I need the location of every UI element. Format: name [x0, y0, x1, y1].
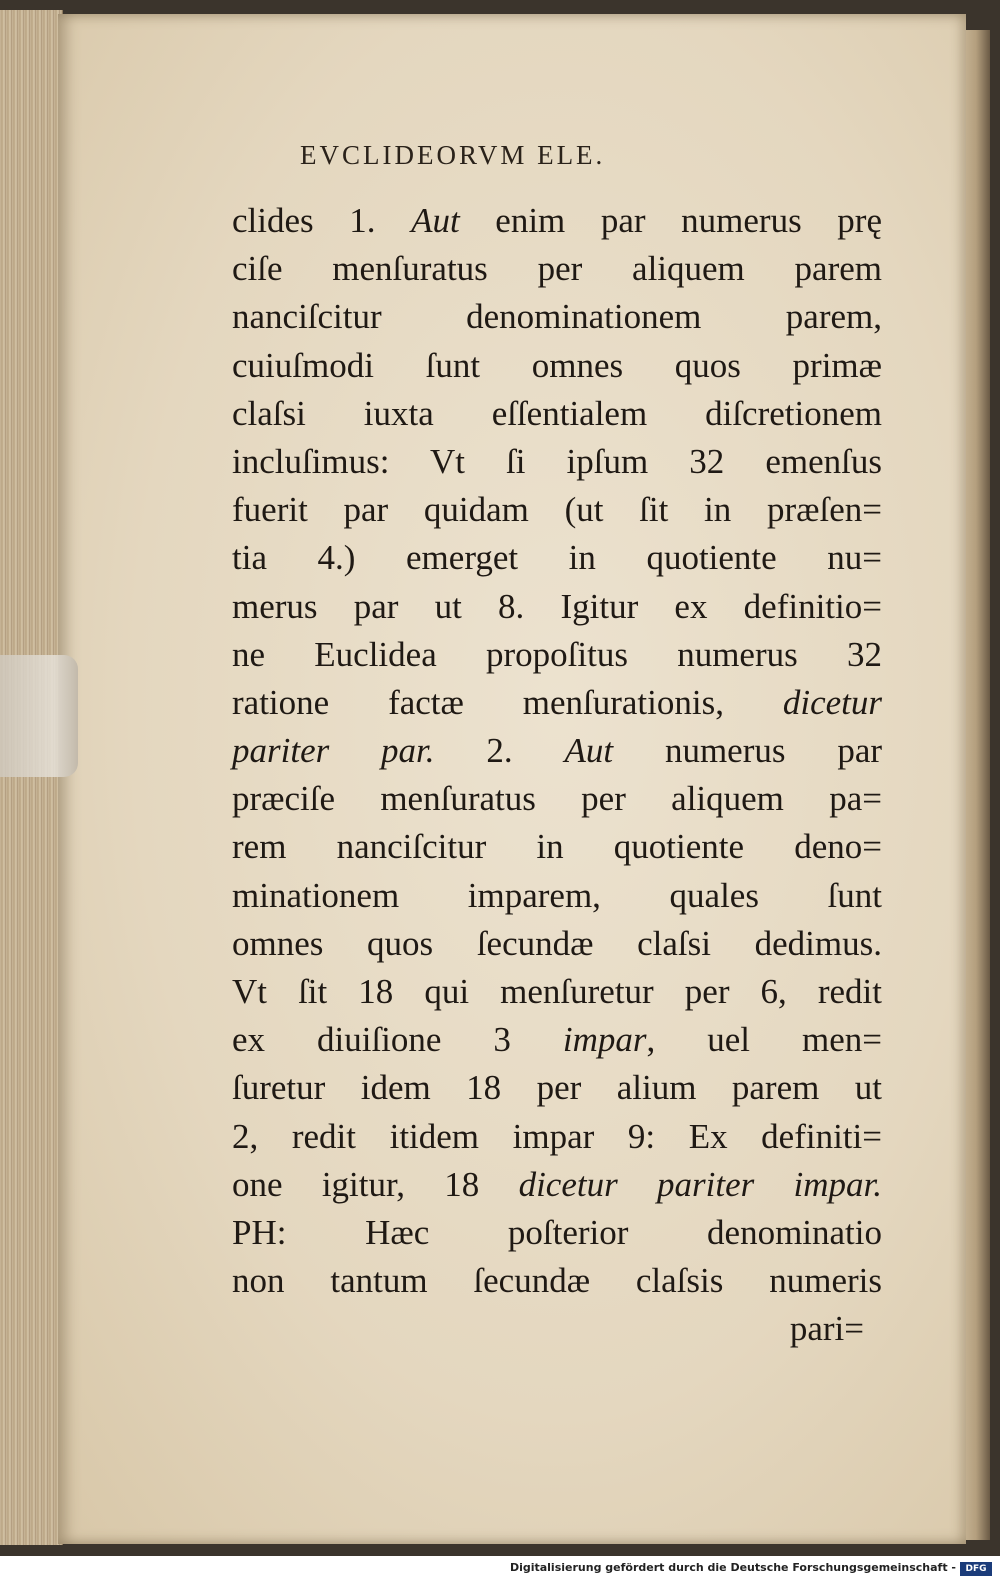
text-line: [232, 1016, 882, 1064]
text-line: [232, 583, 882, 631]
italic-segment: dicetur pariter impar.: [518, 1164, 883, 1204]
text-segment: PH: Hæc poſterior denominatio: [232, 1212, 882, 1252]
text-line: [232, 968, 882, 1016]
text-segment: , uel men=: [646, 1020, 882, 1060]
text-line: [232, 197, 882, 245]
italic-segment: pariter par.: [232, 731, 435, 771]
text-segment: præciſe menſuratus per aliquem pa=: [232, 779, 882, 819]
text-line: [232, 1113, 882, 1161]
text-segment: merus par ut 8. Igitur ex definitio=: [232, 586, 882, 626]
text-segment: one igitur, 18: [232, 1164, 519, 1204]
text-line: [232, 1209, 882, 1257]
text-segment: enim par numerus prę: [459, 201, 882, 240]
text-segment: nanciſcitur denominationem parem,: [232, 297, 882, 337]
text-segment: rem nanciſcitur in quotiente deno=: [232, 827, 882, 867]
text-line: [232, 342, 882, 390]
text-segment: cuiuſmodi ſunt omnes quos primæ: [232, 345, 882, 385]
text-line: [232, 534, 882, 582]
text-segment: ciſe menſuratus per aliquem parem: [232, 249, 882, 289]
page-clip: [0, 655, 78, 777]
body-text: [232, 197, 882, 1354]
page-stack-right: [962, 30, 990, 1540]
text-line: [232, 775, 882, 823]
running-head: EVCLIDEORVM ELE.: [300, 140, 606, 170]
text-segment: numerus par: [613, 731, 883, 771]
text-line: [232, 245, 882, 293]
text-segment: Vt ſit 18 qui menſuretur per 6, redit: [232, 972, 882, 1011]
text-line: [232, 1257, 882, 1305]
text-segment: 2.: [434, 731, 565, 771]
text-segment: omnes quos ſecundæ claſsi dedimus.: [232, 923, 882, 963]
text-segment: 2, redit itidem impar 9: Ex definiti=: [232, 1116, 882, 1156]
text-line: [232, 293, 882, 341]
text-line: [232, 438, 882, 486]
text-line: [232, 727, 882, 775]
footer-credit: Digitalisierung gefördert durch die Deutsche Forschungsgemeinschaft -: [509, 1561, 956, 1574]
text-line: [232, 631, 882, 679]
text-segment: tia 4.) emerget in quotiente nu=: [232, 538, 882, 578]
text-line: [232, 872, 882, 920]
text-line: [232, 390, 882, 438]
italic-segment: Aut: [564, 731, 614, 771]
text-segment: minationem imparem, quales ſunt: [232, 875, 882, 915]
italic-segment: Aut: [411, 201, 460, 240]
catchword: pari=: [789, 1309, 864, 1349]
text-segment: ex diuiſione 3: [232, 1020, 563, 1060]
text-line: [232, 823, 882, 871]
text-segment: ſuretur idem 18 per alium parem ut: [232, 1068, 882, 1108]
dfg-logo-icon: DFG: [960, 1562, 992, 1576]
text-line: [232, 920, 882, 968]
italic-segment: dicetur: [782, 682, 882, 722]
text-segment: clides 1.: [232, 201, 412, 240]
text-segment: fuerit par quidam (ut ſit in præſen=: [232, 490, 882, 530]
text-segment: ratione factæ menſurationis,: [232, 682, 783, 722]
text-segment: claſsi iuxta eſſentialem diſcretionem: [232, 393, 882, 433]
text-line: [232, 486, 882, 534]
page-stack-left: [0, 10, 63, 1545]
text-segment: ne Euclidea propoſitus numerus 32: [232, 634, 882, 674]
text-line: [232, 1064, 882, 1112]
italic-segment: impar: [562, 1020, 647, 1060]
text-line: [232, 1161, 882, 1209]
text-segment: non tantum ſecundæ claſsis numeris: [232, 1261, 882, 1301]
text-segment: incluſimus: Vt ſi ipſum 32 emenſus: [232, 441, 882, 481]
text-line: [232, 679, 882, 727]
